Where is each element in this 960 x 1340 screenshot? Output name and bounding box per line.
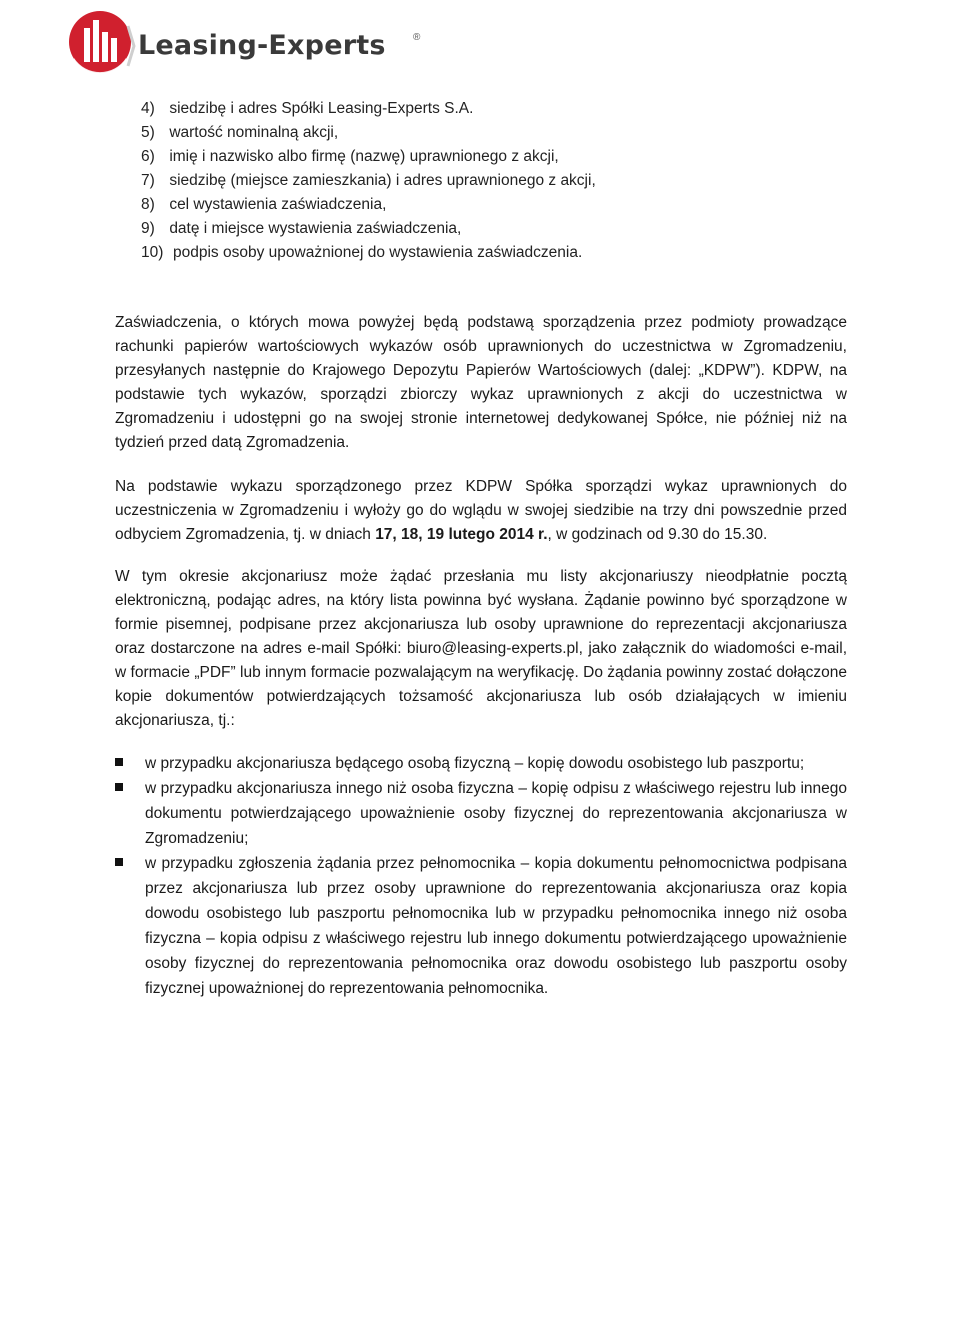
list-item <box>141 145 596 169</box>
requirements-list <box>141 97 596 265</box>
bullet-text: w przypadku akcjonariusza innego niż osoba fizyczna – kopię odpisu z właściwego rejestru lub innego dokumentu potwierdzającego upoważnienie osoby fizycznej do reprezentowania akcjonariusza w Zgromadzeniu; <box>145 780 847 847</box>
paragraph-shareholder-list <box>115 475 847 547</box>
paragraph-request: W tym okresie akcjonariusz może żądać przesłania mu listy akcjonariuszy nieodpłatnie pocztą elektroniczną, podając adres, na który lista powinna być wysłana. Żądanie powinno być sporządzone w formie pisemnej, podpisane przez akcjonariusza lub osoby uprawnione do reprezentacji akcjonariusza oraz dostarczone na adres e-mail Spółki: biuro@leasing-experts.pl, jako załącznik do wiadomości e-mail, w formacie „PDF” lub innym formacie pozwalającym na weryfikację. Do żądania powinny zostać dołączone kopie dokumentów potwierdzających tożsamość akcjonariusza lub osób działających w imieniu akcjonariusza, tj.: <box>115 568 847 729</box>
list-item-text: siedzibę (miejsce zamieszkania) i adres uprawnionego z akcji, <box>169 172 596 189</box>
list-item-text: podpis osoby upoważnionej do wystawienia zaświadczenia. <box>173 244 583 261</box>
list-item <box>141 121 596 145</box>
list-item-number: 8) <box>141 196 155 213</box>
list-item-number: 9) <box>141 220 155 237</box>
list-item-text: imię i nazwisko albo firmę (nazwę) uprawnionego z akcji, <box>169 148 559 165</box>
paragraph-text: Na podstawie wykazu sporządzonego przez KDPW Spółka sporządzi wykaz uprawnionych do uczestniczenia w Zgromadzeniu i wyłoży go do wglądu w swojej siedzibie na trzy dni powszednie przed odbyciem Zgromadzenia, tj. w dniach <box>115 478 847 543</box>
bullet-text: w przypadku akcjonariusza będącego osobą fizyczną – kopię dowodu osobistego lub paszportu; <box>145 755 805 772</box>
meeting-dates: 17, 18, 19 lutego 2014 r. <box>375 526 548 543</box>
logo-registered-mark: ® <box>413 32 421 43</box>
bullet-item <box>115 751 847 776</box>
list-item-number: 10) <box>141 244 164 261</box>
list-item <box>141 169 596 193</box>
bullet-square-icon <box>115 858 123 866</box>
list-item-number: 7) <box>141 172 155 189</box>
list-item-number: 4) <box>141 100 155 117</box>
list-item <box>141 217 596 241</box>
list-item-text: wartość nominalną akcji, <box>169 124 339 141</box>
list-item-number: 5) <box>141 124 155 141</box>
documents-bullet-list <box>115 751 847 1001</box>
logo-text: Leasing-Experts <box>138 30 386 61</box>
logo-mark-icon <box>68 6 136 78</box>
bullet-item <box>115 776 847 851</box>
bullet-item <box>115 851 847 1001</box>
list-item <box>141 97 596 121</box>
list-item <box>141 241 596 265</box>
paragraph-certificates: Zaświadczenia, o których mowa powyżej będą podstawą sporządzenia przez podmioty prowadzące rachunki papierów wartościowych wykazów osób uprawnionych do uczestnictwa w Zgromadzeniu, przesyłanych następnie do Krajowego Depozytu Papierów Wartościowych (dalej: „KDPW”). KDPW, na podstawie tych wykazów, sporządzi zbiorczy wykaz uprawnionych z akcji do uczestnictwa w Zgromadzeniu i udostępni go na swojej stronie internetowej dedykowanej Spółce, nie później niż na tydzień przed datą Zgromadzenia. <box>115 314 847 451</box>
list-item-text: cel wystawienia zaświadczenia, <box>169 196 387 213</box>
bullet-text: w przypadku zgłoszenia żądania przez pełnomocnika – kopia dokumentu pełnomocnictwa podpisana przez akcjonariusza lub przez osoby uprawnione do reprezentowania akcjonariusza oraz kopia dowodu osobistego lub paszportu pełnomocnika lub w przypadku pełnomocnika innego niż osoba fizyczna – kopia odpisu z właściwego rejestru lub innego dokumentu potwierdzającego upoważnienie osoby fizycznej do reprezentowania pełnomocnika oraz dowodu osobistego lub paszportu osoby fizycznej upoważnionej do reprezentowania pełnomocnika. <box>145 855 847 997</box>
list-item <box>141 193 596 217</box>
company-logo <box>68 6 421 78</box>
bullet-square-icon <box>115 758 123 766</box>
list-item-text: siedzibę i adres Spółki Leasing-Experts S.A. <box>169 100 474 117</box>
list-item-text: datę i miejsce wystawienia zaświadczenia, <box>169 220 462 237</box>
list-item-number: 6) <box>141 148 155 165</box>
bullet-square-icon <box>115 783 123 791</box>
paragraph-text: , w godzinach od 9.30 do 15.30. <box>547 526 768 543</box>
